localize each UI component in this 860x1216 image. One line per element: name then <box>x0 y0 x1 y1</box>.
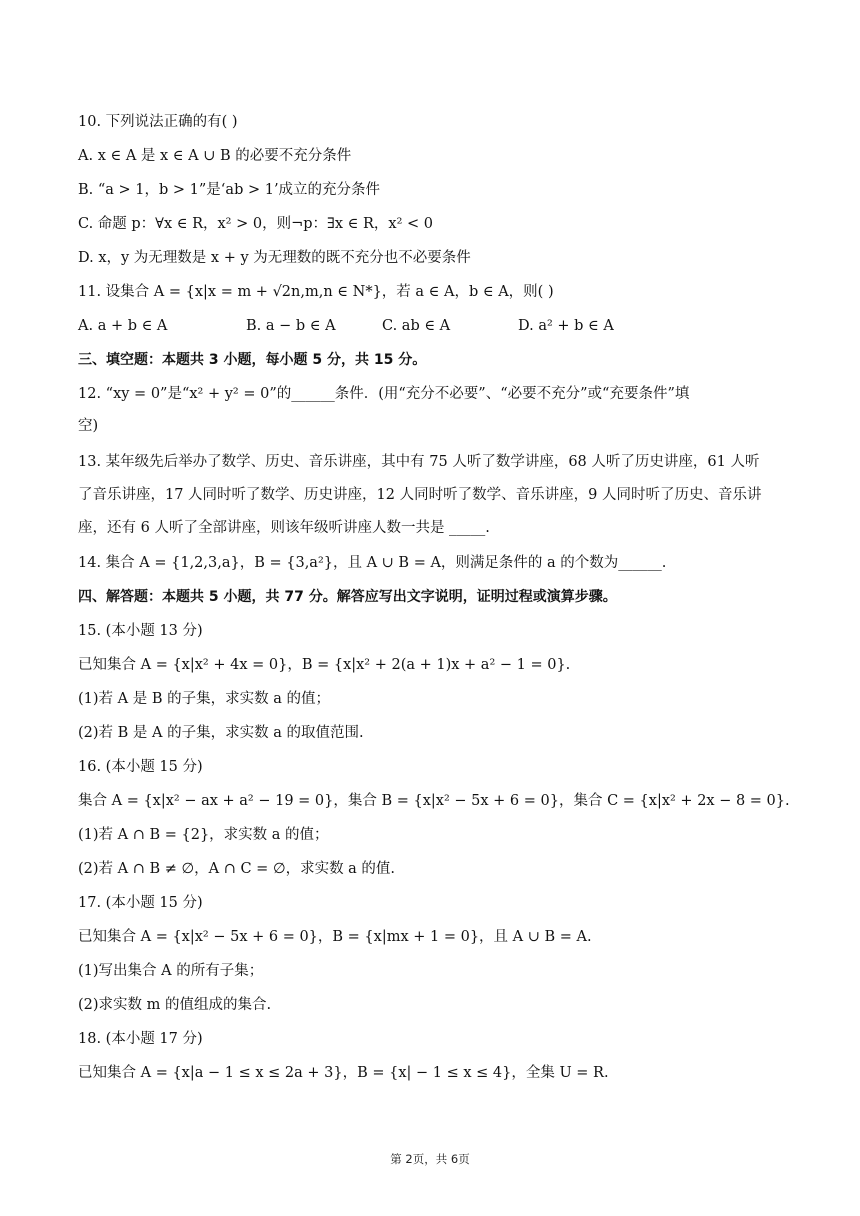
q17-part-2: (2)求实数 m 的值组成的集合. <box>78 997 272 1013</box>
q17-heading: 17. (本小题 15 分) <box>78 895 203 911</box>
q16-part-1: (1)若 A ∩ B = {2}，求实数 a 的值； <box>78 827 329 843</box>
q15-part-1: (1)若 A 是 B 的子集，求实数 a 的值； <box>78 691 330 707</box>
q16-part-2: (2)若 A ∩ B ≠ ∅，A ∩ C = ∅，求实数 a 的值. <box>78 861 396 877</box>
q13-line-3: 座，还有 6 人听了全部讲座，则该年级听讲座人数一共是 _____. <box>78 520 490 536</box>
q11-option-a: A. a + b ∈ A <box>78 318 168 334</box>
q10-stem: 10. 下列说法正确的有( ) <box>78 114 238 130</box>
q17-given: 已知集合 A = {x|x² − 5x + 6 = 0}，B = {x|mx + 1 = 0}，且 A ∪ B = A. <box>78 929 592 945</box>
q17-part-1: (1)写出集合 A 的所有子集； <box>78 963 264 979</box>
q16-heading: 16. (本小题 15 分) <box>78 759 203 775</box>
q15-part-2: (2)若 B 是 A 的子集，求实数 a 的取值范围. <box>78 725 364 741</box>
section-3-heading: 三、填空题：本题共 3 小题，每小题 5 分，共 15 分。 <box>78 352 427 368</box>
q18-given: 已知集合 A = {x|a − 1 ≤ x ≤ 2a + 3}，B = {x| − 1 ≤ x ≤ 4}，全集 U = R. <box>78 1065 609 1081</box>
q11-stem: 11. 设集合 A = {x|x = m + √2n,m,n ∈ N*}，若 a ∈ A，b ∈ A，则( ) <box>78 284 554 300</box>
q12-line-2: 空) <box>78 418 99 434</box>
section-4-heading: 四、解答题：本题共 5 小题，共 77 分。解答应写出文字说明，证明过程或演算步骤。 <box>78 589 617 605</box>
q13-line-1: 13. 某年级先后举办了数学、历史、音乐讲座，其中有 75 人听了数学讲座，68 人听了历史讲座，61 人听 <box>78 454 760 470</box>
q11-options <box>78 316 800 336</box>
q13-line-2: 了音乐讲座，17 人同时听了数学、历史讲座，12 人同时听了数学、音乐讲座，9 人同时听了历史、音乐讲 <box>78 487 762 503</box>
q11-option-c: C. ab ∈ A <box>382 318 451 334</box>
q10-option-d: D. x，y 为无理数是 x + y 为无理数的既不充分也不必要条件 <box>78 250 471 266</box>
q12-line-1: 12. “xy = 0”是“x² + y² = 0”的______条件．(用“充分不必要”、“必要不充分”或“充要条件”填 <box>78 386 690 402</box>
q10-option-c: C. 命题 p：∀x ∈ R，x² > 0，则¬p：∃x ∈ R，x² < 0 <box>78 216 433 232</box>
q15-heading: 15. (本小题 13 分) <box>78 623 203 639</box>
q14: 14. 集合 A = {1,2,3,a}，B = {3,a²}，且 A ∪ B = A，则满足条件的 a 的个数为______. <box>78 555 667 571</box>
q15-given: 已知集合 A = {x|x² + 4x = 0}，B = {x|x² + 2(a + 1)x + a² − 1 = 0}. <box>78 657 571 673</box>
page-footer: 第 2页，共 6页 <box>390 1152 470 1166</box>
q10-option-b: B. “a > 1，b > 1”是‘ab > 1’成立的充分条件 <box>78 182 381 198</box>
q10-option-a: A. x ∈ A 是 x ∈ A ∪ B 的必要不充分条件 <box>78 148 352 164</box>
q18-heading: 18. (本小题 17 分) <box>78 1031 203 1047</box>
q11-option-b: B. a − b ∈ A <box>246 318 336 334</box>
q16-given: 集合 A = {x|x² − ax + a² − 19 = 0}，集合 B = {x|x² − 5x + 6 = 0}，集合 C = {x|x² + 2x − 8 = 0}. <box>78 793 790 809</box>
q11-option-d: D. a² + b ∈ A <box>518 318 614 334</box>
